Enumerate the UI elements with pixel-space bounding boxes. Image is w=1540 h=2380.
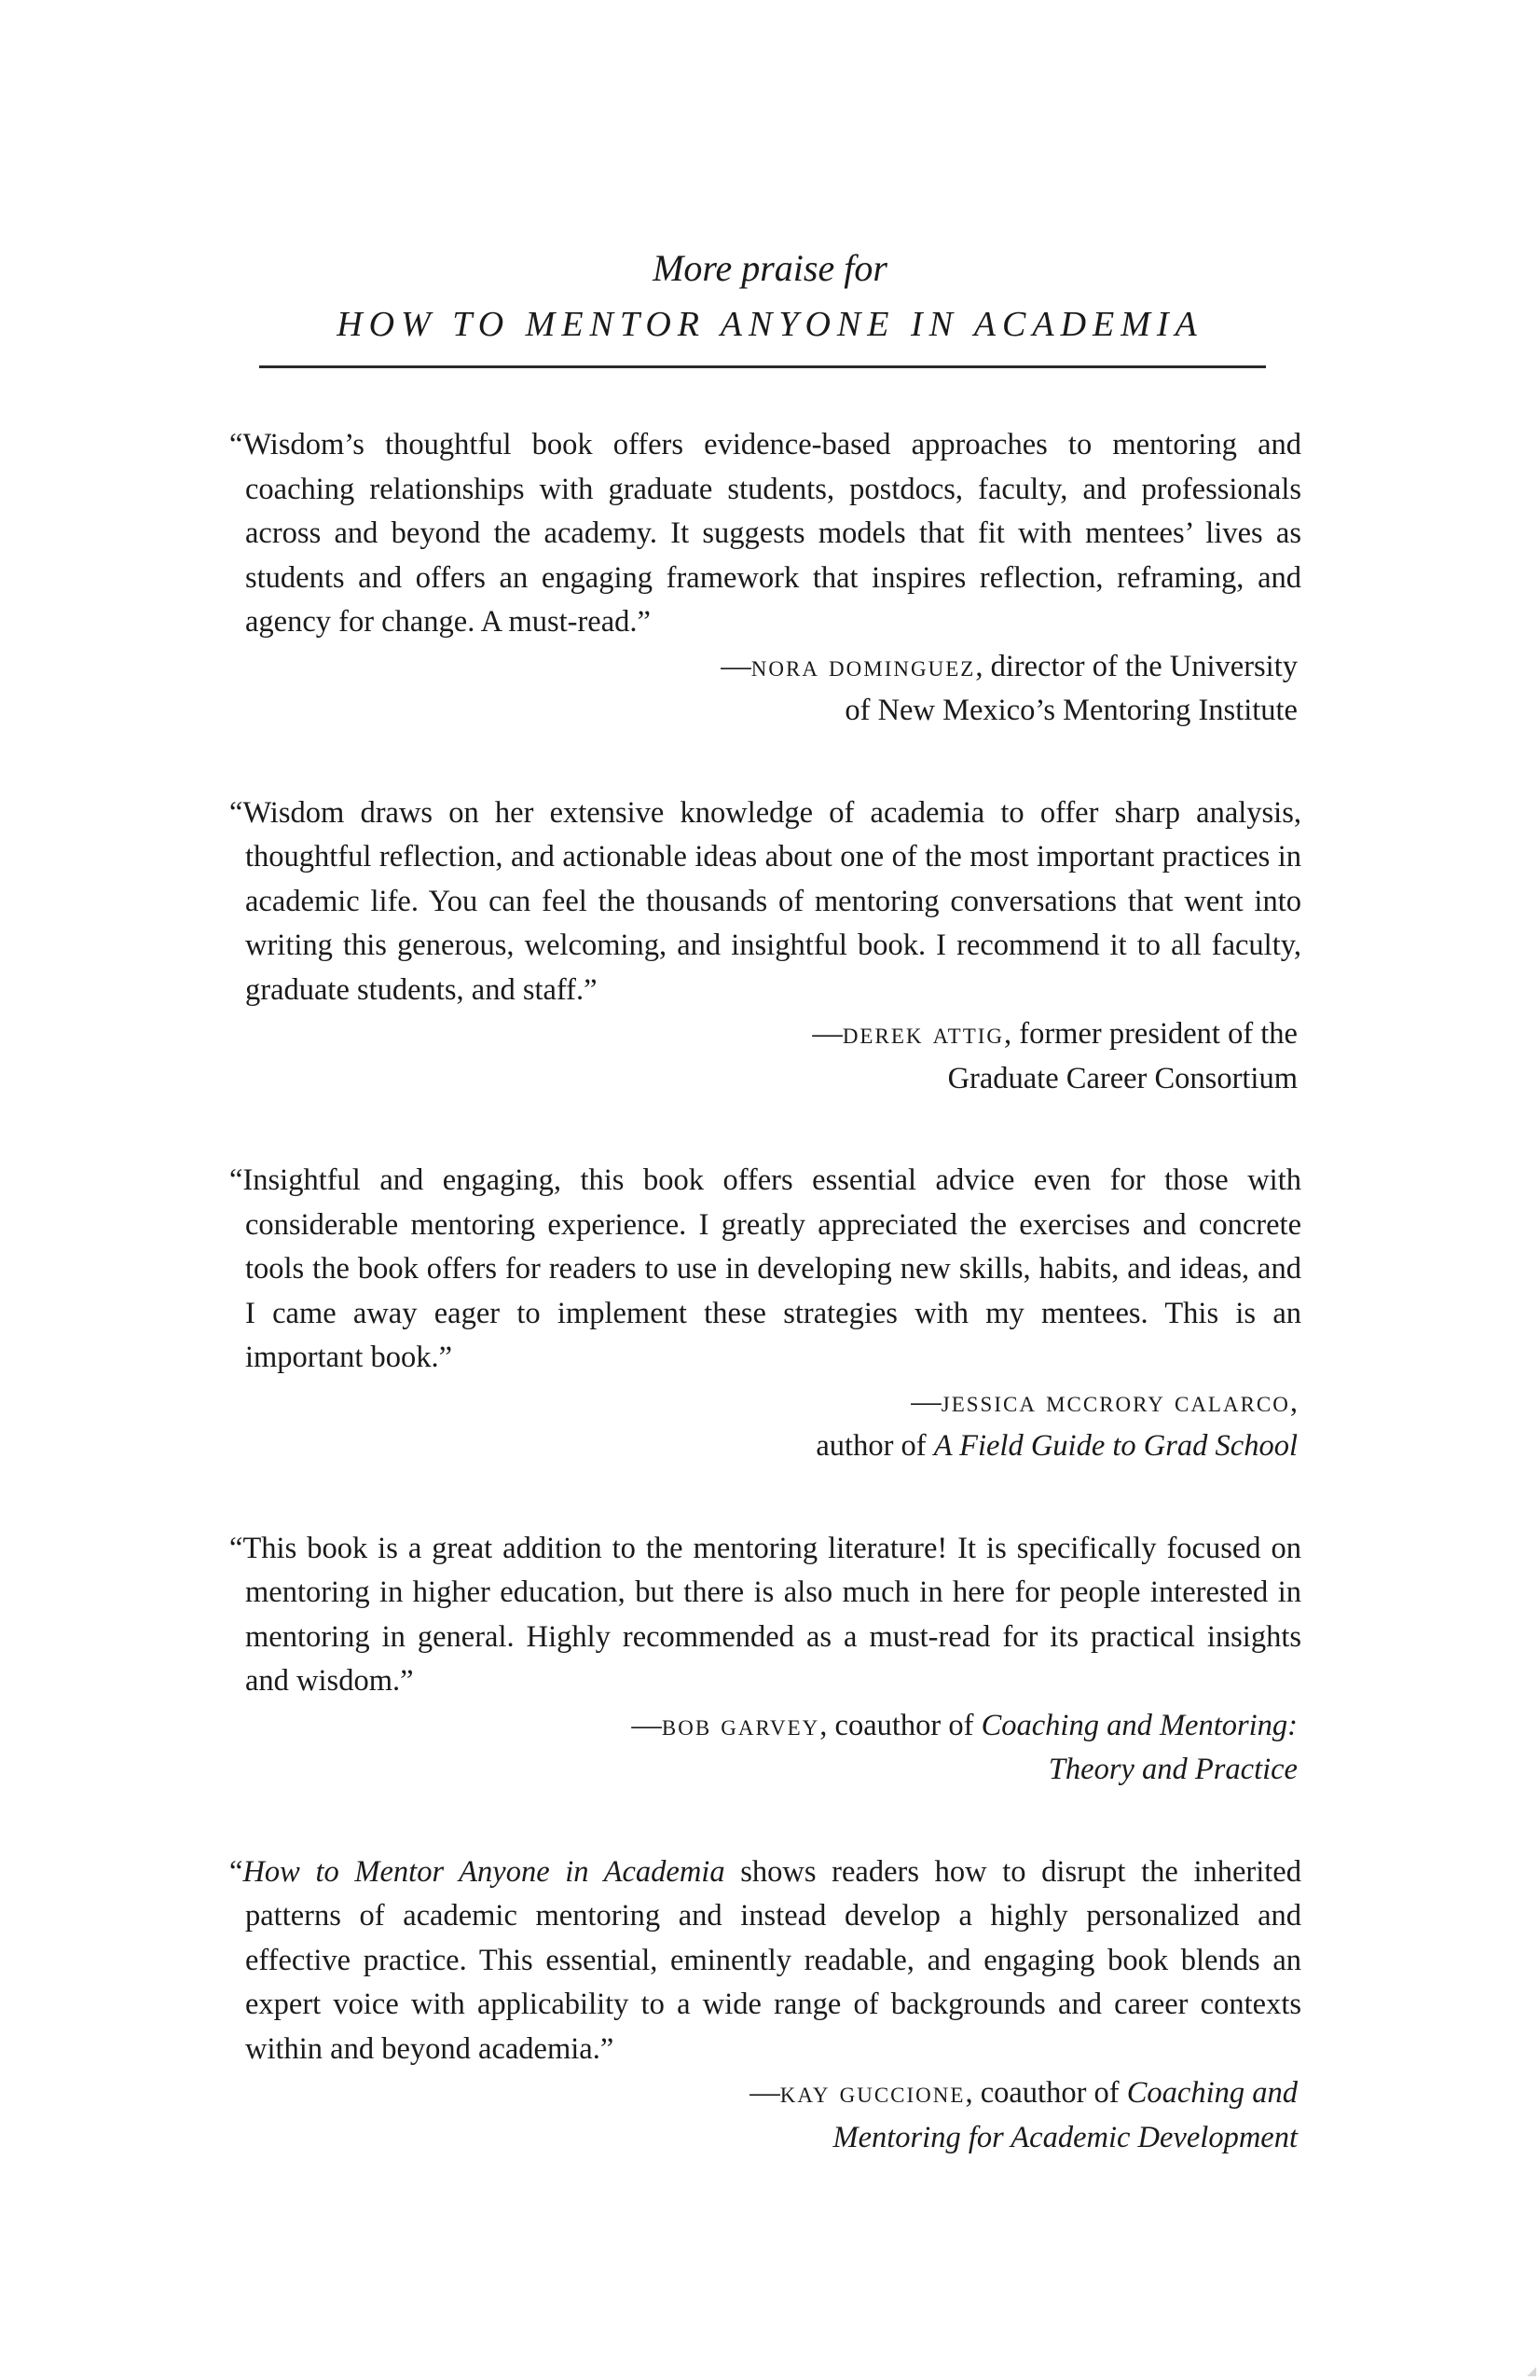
blurb-quote	[229, 1850, 1301, 2072]
blurb-item	[229, 1527, 1301, 1793]
blurb-item	[229, 791, 1301, 1102]
attribution-name: bob garvey	[661, 1708, 820, 1742]
quote-text: shows readers how to disrupt the inherited patterns of academic mentoring and instead develop a highly personalized and effective practice. This essential, eminently readable, and engaging book blends an expert voice with applicability to a wide range of backgrounds and career contexts within and beyond academia.”	[245, 1854, 1301, 2066]
blurb-attribution	[229, 2071, 1301, 2160]
attribution-name: nora dominguez	[750, 649, 976, 683]
quote-text: Wisdom’s thoughtful book offers evidence-based approaches to mentoring and coaching relationships with graduate students, postdocs, faculty, and professionals across and beyond the academy. It suggests models that fit with mentees’ lives as students and offers an engaging framework that inspires reflection, reframing, and agency for change. A must-read.”	[242, 428, 1301, 639]
blurb-quote	[229, 423, 1301, 645]
blurb-quote	[229, 791, 1301, 1013]
praise-kicker: More praise for	[653, 247, 887, 289]
attribution-role-continued: Graduate Career Consortium	[947, 1061, 1298, 1095]
attribution-book-title-continued: Theory and Practice	[1048, 1753, 1298, 1786]
blurb-quote	[229, 1527, 1301, 1704]
attribution-role: ,	[1289, 1384, 1298, 1419]
open-quote-mark: “	[229, 1163, 243, 1197]
attribution-dash: —	[911, 1384, 942, 1419]
quote-book-title: How to Mentor Anyone in Academia	[242, 1854, 725, 1889]
attribution-name: jessica mccrory calarco	[941, 1384, 1290, 1419]
attribution-book-title: Coaching and	[1126, 2076, 1298, 2110]
attribution-book-title-continued: Mentoring for Academic Development	[832, 2120, 1298, 2154]
attribution-role: , coauthor of	[965, 2076, 1127, 2110]
open-quote-mark: “	[229, 795, 243, 830]
blurb-quote	[229, 1159, 1301, 1381]
quote-text: Insightful and engaging, this book offers essential advice even for those with considerable mentoring experience. I greatly appreciated the exercises and concrete tools the book offers for readers to use in developing new skills, habits, and ideas, and I came away eager to implement these strategies with my mentees. This is an important book.”	[242, 1163, 1301, 1374]
blurb-attribution	[229, 645, 1301, 734]
attribution-role: , director of the University	[975, 649, 1298, 683]
book-title: HOW TO MENTOR ANYONE IN ACADEMIA	[337, 305, 1203, 344]
attribution-name: kay guccione	[779, 2076, 966, 2110]
open-quote-mark: “	[229, 428, 243, 461]
attribution-name: derek attig	[842, 1017, 1005, 1051]
quote-text: This book is a great addition to the mentoring literature! It is specifically focused on mentoring in higher education, but there is also much in here for people interested in mentoring in general. Highly recommended as a must-read for its practical insights and wisdom.”	[242, 1531, 1301, 1698]
attribution-role: , coauthor of	[819, 1708, 982, 1742]
blurb-item	[229, 1850, 1301, 2161]
attribution-dash: —	[812, 1017, 843, 1051]
blurb-attribution	[229, 1381, 1301, 1469]
attribution-role-continued: of New Mexico’s Mentoring Institute	[845, 694, 1298, 727]
quote-text: Wisdom draws on her extensive knowledge of academia to offer sharp analysis, thoughtful reflection, and actionable ideas about one of the most important practices in academic life. You can feel the thousands of mentoring conversations that went into writing this generous, welcoming, and insightful book. I recommend it to all faculty, graduate students, and staff.”	[242, 795, 1301, 1007]
blurb-item	[229, 423, 1301, 734]
blurb-attribution	[229, 1012, 1301, 1101]
attribution-dash: —	[721, 649, 751, 683]
attribution-book-title: A Field Guide to Grad School	[933, 1429, 1298, 1463]
attribution-book-title: Coaching and Mentoring:	[981, 1708, 1298, 1742]
attribution-role: , former president of the	[1004, 1017, 1298, 1051]
open-quote-mark: “	[229, 1854, 243, 1889]
blurb-list	[229, 423, 1301, 2218]
attribution-dash: —	[631, 1708, 662, 1742]
title-rule	[259, 365, 1266, 368]
attribution-dash: —	[749, 2076, 780, 2110]
blurb-item	[229, 1159, 1301, 1469]
attribution-role-prefix: author of	[816, 1429, 934, 1463]
open-quote-mark: “	[229, 1531, 243, 1565]
blurb-attribution	[229, 1704, 1301, 1793]
page-curl-icon	[1523, 2363, 1536, 2376]
